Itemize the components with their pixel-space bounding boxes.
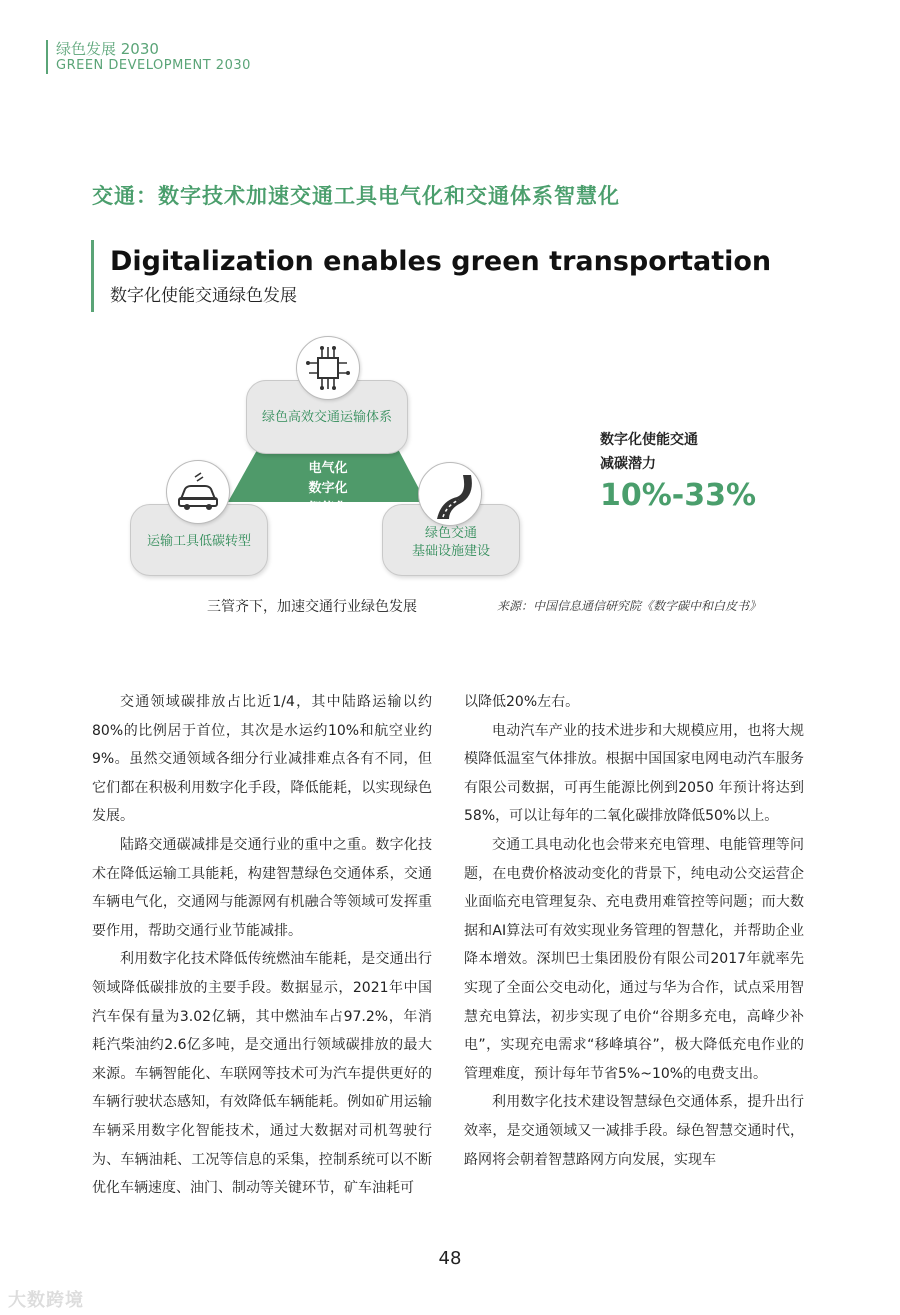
watermark: 大数跨境 [8,1290,84,1311]
center-labels [278,459,378,519]
right-box-label-2: 基础设施建设 [411,544,490,559]
section-title: 交通：数字技术加速交通工具电气化和交通体系智慧化 [92,184,620,208]
paragraph-continuation: 以降低20%左右。 [464,694,580,710]
page-number: 48 [438,1248,462,1269]
left-box-label: 运输工具低碳转型 [146,534,251,549]
potential-label-2: 减碳潜力 [600,456,656,472]
header-cn: 绿色发展 2030 [56,40,159,58]
running-header [46,40,251,74]
subtitle-en: Digitalization enables green transportation [110,246,772,277]
reduction-potential [600,428,756,516]
center-label-intelligence: 智能化 [308,501,348,516]
center-label-digitalization: 数字化 [308,481,348,496]
body-column-left [92,688,432,1203]
figure-source: 来源：中国信息通信研究院《数字碳中和白皮书》 [497,599,762,613]
paragraph: 利用数字化技术建设智慧绿色交通体系，提升出行效率，是交通领域又一减排手段。绿色智慧交通时代，路网将会朝着智慧路网方向发展，实现车 [464,1094,804,1168]
paragraph: 陆路交通碳减排是交通行业的重中之重。数字化技术在降低运输工具能耗，构建智慧绿色交通体系，交通车辆电气化，交通网与能源网有机融合等领域可发挥重要作用，帮助交通行业节能减排。 [92,836,432,939]
road-icon [418,462,482,526]
paragraph: 交通工具电动化也会带来充电管理、电能管理等问题，在电费价格波动变化的背景下，纯电动公交运营企业面临充电管理复杂、充电费用难管控等问题；而大数据和AI算法可有效实现业务管理的智慧化，并帮助企业降本增效。深圳巴士集团股份有限公司2017年就率先实现了全面公交电动化，通过与华为合作，试点采用智慧充电算法，初步实现了电价“谷期多充电，高峰少补电”，实现充电需求“移峰填谷”，极大降低充电作业的管理难度，预计每年节省5%~10%的电费支出。 [464,836,804,1082]
transport-diagram [128,332,528,582]
paragraph: 电动汽车产业的技术进步和大规模应用，也将大规模降低温室气体排放。根据中国国家电网电动汽车服务有限公司数据，可再生能源比例到2050 年预计将达到58%，可以让每年的二氧化碳排放降低50%以上。 [464,722,804,825]
paragraph: 利用数字化技术降低传统燃油车能耗，是交通出行领域降低碳排放的主要手段。数据显示，2021年中国汽车保有量为3.02亿辆，其中燃油车占97.2%，年消耗汽柴油约2.6亿多吨，是交通出行领域碳排放的最大来源。车辆智能化、车联网等技术可为汽车提供更好的车辆行驶状态感知，有效降低车辆能耗。例如矿用运输车辆采用数字化智能技术，通过大数据对司机驾驶行为、车辆油耗、工况等信息的采集，控制系统可以不断优化车辆速度、油门、制动等关键环节，矿车油耗可 [92,951,432,1197]
body-column-right [464,688,804,1174]
subtitle-cn: 数字化使能交通绿色发展 [110,286,297,306]
paragraph: 交通领域碳排放占比近1/4，其中陆路运输以约80%的比例居于首位，其次是水运约10%和航空业约9%。虽然交通领域各细分行业减排难点各有不同，但它们都在积极利用数字化手段，降低能耗，以实现绿色发展。 [92,694,432,825]
top-box-label: 绿色高效交通运输体系 [261,410,392,425]
header-en: GREEN DEVELOPMENT 2030 [56,58,251,73]
circuit-icon [296,336,360,400]
center-label-electrification: 电气化 [308,461,348,476]
subtitle-block [91,240,771,312]
car-icon [166,460,230,524]
potential-label-1: 数字化使能交通 [600,432,698,448]
potential-value: 10%-33% [600,478,757,513]
right-box-label-1: 绿色交通 [424,526,477,541]
figure-caption: 三管齐下，加速交通行业绿色发展 [207,599,417,615]
